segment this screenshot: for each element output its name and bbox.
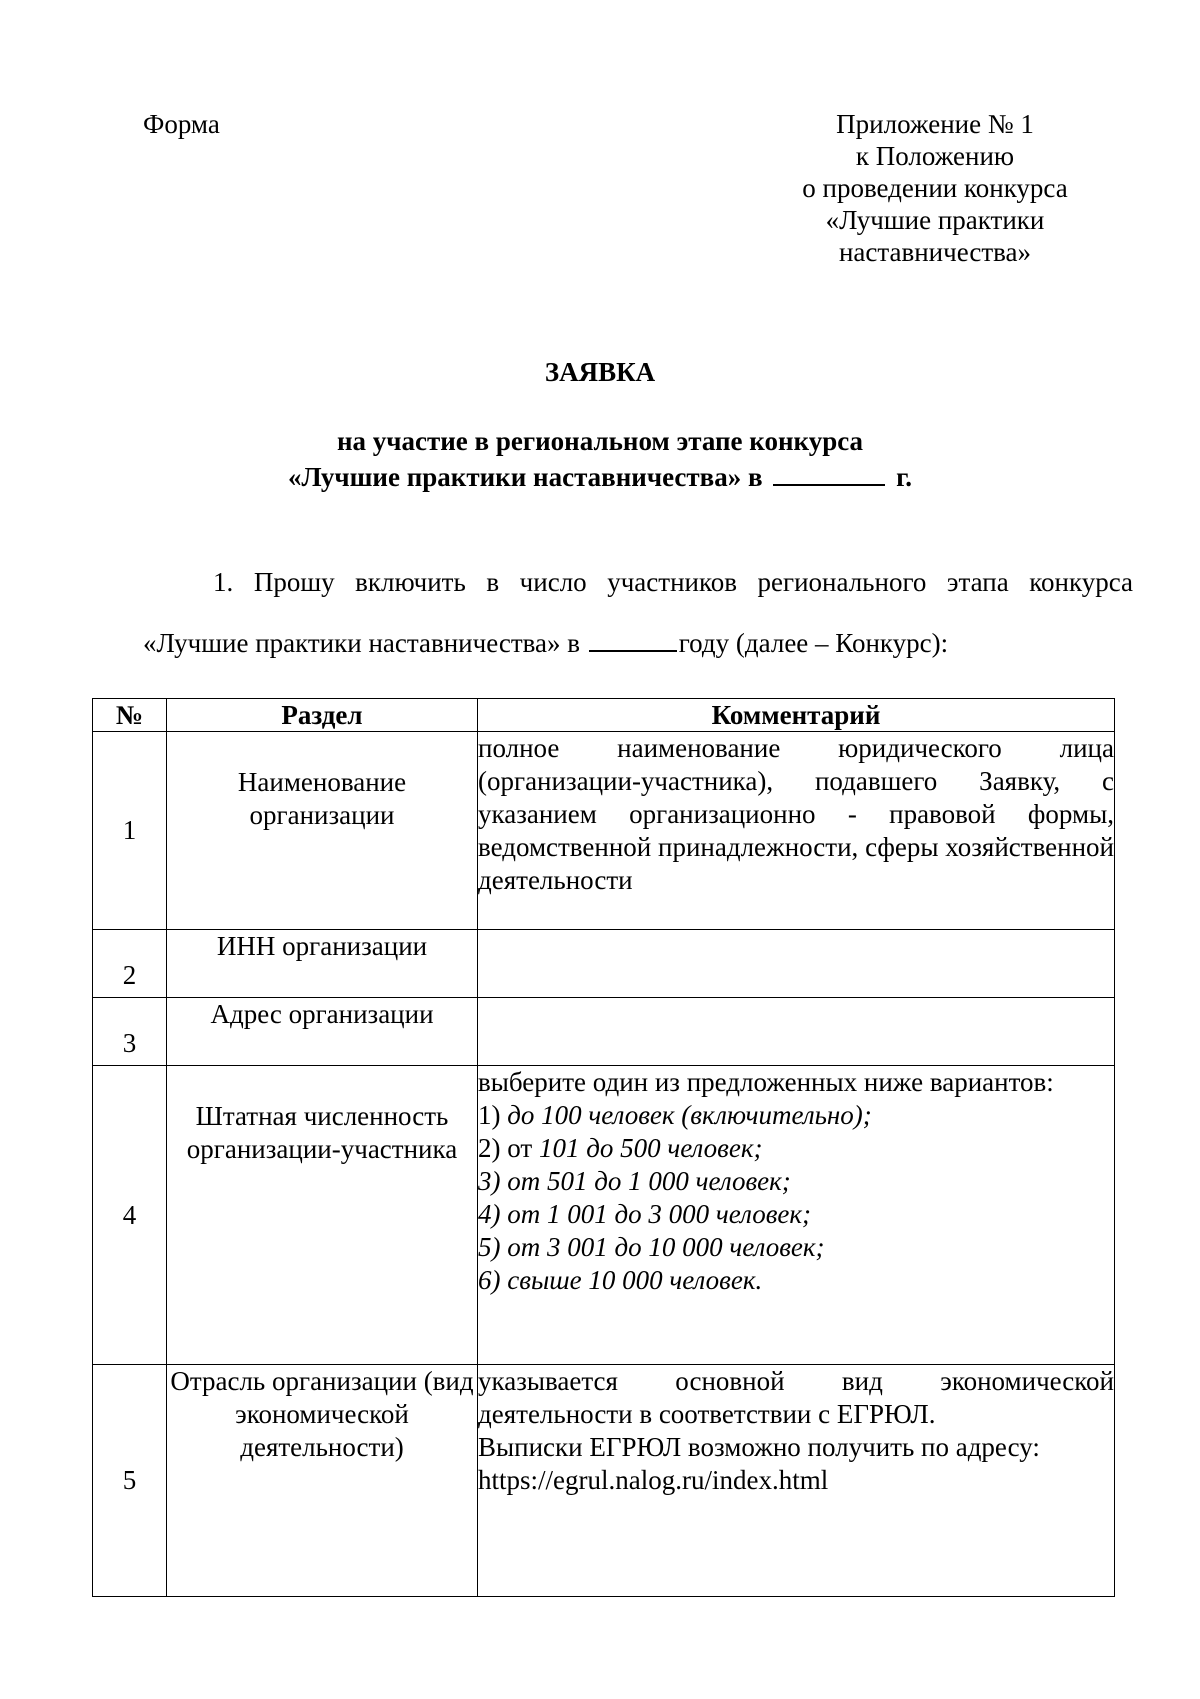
- document-title: ЗАЯВКА: [544, 357, 656, 387]
- option-item: [478, 1165, 1114, 1198]
- appendix-line: к Положению: [855, 141, 1015, 171]
- row-comment-empty[interactable]: [478, 998, 1115, 1066]
- row-comment-empty[interactable]: [478, 930, 1115, 998]
- option-text: 3) от 501 до 1 000 человек;: [478, 1166, 791, 1196]
- row-number: 4: [93, 1066, 167, 1365]
- document-subtitle-line1: на участие в региональном этапе конкурса: [336, 426, 864, 456]
- option-text: 5) от 3 001 до 10 000 человек;: [478, 1232, 825, 1262]
- appendix-line: Приложение № 1: [836, 109, 1034, 139]
- application-table: [92, 698, 1115, 1597]
- paragraph-text: «Лучшие практики наставничества» в: [143, 628, 581, 658]
- form-label: Форма: [143, 109, 220, 139]
- row-comment: [478, 1365, 1115, 1597]
- column-header-section: Раздел: [167, 699, 478, 732]
- row-section: Наименование организации: [167, 732, 478, 930]
- row-comment: полное наименование юридического лица (организации-участника), подавшего Заявку, с указанием организационно - правовой формы, ведомственной принадлежности, сферы хозяйственной деятельности: [478, 732, 1115, 930]
- row-number: 5: [93, 1365, 167, 1597]
- document-subtitle-line2: [0, 458, 1200, 494]
- row-section: Отрасль организации (вид экономической деятельности): [167, 1365, 478, 1597]
- row-comment: [478, 1066, 1115, 1365]
- table-row: [93, 930, 1115, 998]
- table-row: [93, 1365, 1115, 1597]
- row-section: ИНН организации: [167, 930, 478, 998]
- table-row: [93, 1066, 1115, 1365]
- option-text: 4) от 1 001 до 3 000 человек;: [478, 1199, 812, 1229]
- appendix-line: о проведении конкурса: [802, 173, 1068, 203]
- option-item: [478, 1231, 1114, 1264]
- row-number: 1: [93, 732, 167, 930]
- option-item: [478, 1264, 1114, 1297]
- option-text: 101 до 500 человек;: [538, 1133, 763, 1163]
- options-intro: выберите один из предложенных ниже вариантов:: [478, 1067, 1054, 1097]
- subtitle-text: «Лучшие практики наставничества» в: [287, 462, 763, 492]
- request-paragraph-line1: 1. Прошу включить в число участников регионального этапа конкурса: [213, 567, 1133, 597]
- option-text: 6) свыше 10 000 человек.: [478, 1265, 763, 1295]
- appendix-line: наставничества»: [838, 237, 1032, 267]
- option-prefix: 2) от: [478, 1133, 539, 1163]
- egrul-link[interactable]: https://egrul.nalog.ru/index.html: [478, 1465, 829, 1495]
- option-item: [478, 1198, 1114, 1231]
- year-blank-field[interactable]: [589, 624, 677, 652]
- appendix-reference: [740, 108, 1130, 268]
- year-blank-field[interactable]: [773, 458, 885, 486]
- option-item: [478, 1099, 1114, 1132]
- comment-text: Выписки ЕГРЮЛ возможно получить по адресу:: [478, 1432, 1040, 1462]
- row-number: 3: [93, 998, 167, 1066]
- subtitle-suffix: г.: [896, 462, 913, 492]
- column-header-comment: Комментарий: [478, 699, 1115, 732]
- table-row: [93, 998, 1115, 1066]
- request-paragraph-line2: [143, 624, 948, 659]
- option-item: [478, 1132, 1114, 1165]
- row-section: Штатная численность организации-участника: [167, 1066, 478, 1365]
- row-number: 2: [93, 930, 167, 998]
- comment-text: указывается основной вид экономической деятельности в соответствии с ЕГРЮЛ.: [478, 1366, 1114, 1429]
- appendix-line: «Лучшие практики: [825, 205, 1045, 235]
- table-row: [93, 732, 1115, 930]
- option-text: до 100 человек (включительно);: [507, 1100, 872, 1130]
- option-prefix: 1): [478, 1100, 508, 1130]
- table-header-row: [93, 699, 1115, 732]
- column-header-number: №: [93, 699, 167, 732]
- row-section: Адрес организации: [167, 998, 478, 1066]
- paragraph-suffix: году (далее – Конкурс):: [678, 628, 949, 658]
